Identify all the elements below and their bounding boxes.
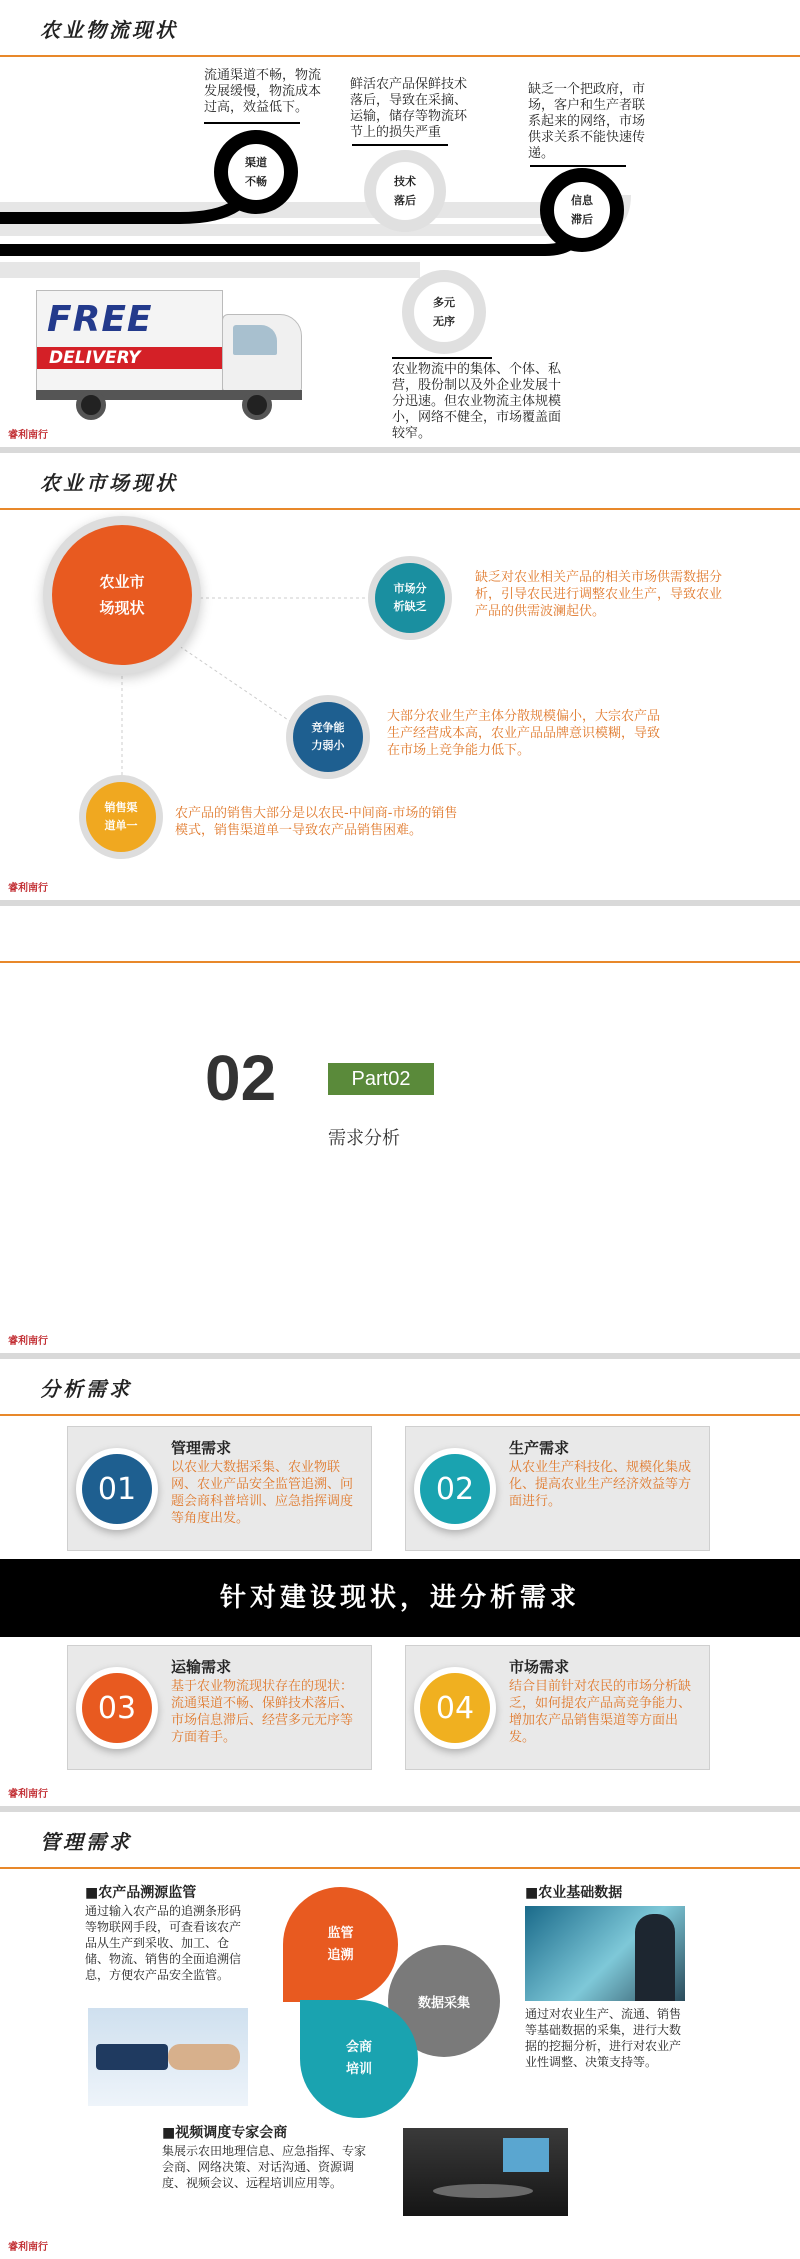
card-title: 生产需求 bbox=[509, 1439, 570, 1457]
section-part-badge: Part02 bbox=[328, 1063, 434, 1095]
brand-logo: 睿利南行 bbox=[8, 883, 48, 894]
truck-wheel-icon bbox=[76, 390, 106, 420]
node-label: 渠道 不畅 bbox=[245, 156, 267, 188]
brand-logo: 睿利南行 bbox=[8, 1789, 48, 1800]
item-label: 市场分 析缺乏 bbox=[393, 582, 427, 613]
need-card bbox=[67, 1426, 372, 1551]
node-info bbox=[540, 168, 624, 252]
data-analysis-photo bbox=[525, 1906, 685, 2001]
truck-delivery-text: DELIVERY bbox=[49, 348, 141, 368]
card-number: 02 bbox=[420, 1454, 490, 1524]
slide-section-divider bbox=[0, 906, 800, 1353]
banner-text: 针对建设现状，进分析需求 bbox=[219, 1583, 580, 1613]
slide-logistics bbox=[0, 0, 800, 447]
meeting-table bbox=[433, 2184, 533, 2198]
node-text: 鲜活农产品保鲜技术落后，导致在采摘、运输，储存等物流环节上的损失严重 bbox=[350, 77, 468, 140]
petal-consultation bbox=[300, 2000, 418, 2118]
petal-label: 会商 培训 bbox=[345, 2040, 372, 2077]
card-number: 03 bbox=[82, 1673, 152, 1743]
truck-window bbox=[233, 325, 277, 355]
card-title: 运输需求 bbox=[171, 1658, 232, 1676]
market-item-circle bbox=[293, 702, 363, 772]
underline bbox=[352, 144, 448, 146]
slide-title: 农业市场现状 bbox=[40, 471, 178, 495]
card-number: 04 bbox=[420, 1673, 490, 1743]
hand-right bbox=[168, 2044, 240, 2070]
truck-free-text: FREE bbox=[47, 299, 153, 340]
card-title: 管理需求 bbox=[171, 1439, 232, 1457]
section-number: 02 bbox=[205, 1042, 277, 1114]
meeting-room-photo bbox=[403, 2128, 568, 2216]
slide-analysis-needs bbox=[0, 1359, 800, 1806]
card-text: 从农业生产科技化、规模化集成化、提高农业生产经济效益等方面进行。 bbox=[509, 1460, 692, 1509]
title-rule bbox=[0, 1867, 800, 1869]
title-rule bbox=[0, 961, 800, 963]
need-card bbox=[67, 1645, 372, 1770]
slide-title: 农业物流现状 bbox=[40, 18, 178, 42]
meeting-screen bbox=[503, 2138, 549, 2172]
underline bbox=[392, 357, 492, 359]
card-title: 市场需求 bbox=[509, 1658, 570, 1676]
slide-management-needs bbox=[0, 1812, 800, 2259]
node-diverse bbox=[402, 270, 486, 354]
node-text: 流通渠道不畅，物流发展缓慢，物流成本过高，效益低下。 bbox=[204, 68, 322, 115]
truck-cab bbox=[222, 314, 302, 392]
brand-logo: 睿利南行 bbox=[8, 430, 48, 441]
card-text: 基于农业物流现状存在的现状：流通渠道不畅、保鲜技术落后、市场信息滞后、经营多元无序等方面着手。 bbox=[171, 1679, 354, 1745]
title-rule bbox=[0, 1414, 800, 1416]
hand-left bbox=[96, 2044, 168, 2070]
main-label: 农业市 场现状 bbox=[99, 573, 145, 617]
block-title: ■视频调度专家会商 bbox=[162, 2125, 288, 2141]
slide-title: 分析需求 bbox=[40, 1377, 132, 1401]
market-main-circle bbox=[52, 525, 192, 665]
section-subtitle: 需求分析 bbox=[328, 1128, 400, 1149]
block-title: ■农产品溯源监管 bbox=[85, 1885, 197, 1901]
node-tech bbox=[364, 150, 446, 232]
block-text: 集展示农田地理信息、应急指挥、专家会商、网络决策、对话沟通、资源调度、视频会议、远程培训应用等。 bbox=[162, 2144, 367, 2190]
card-text: 以农业大数据采集、农业物联网、农业产品安全监管追溯、问题会商科普培训、应急指挥调度等角度出发。 bbox=[171, 1460, 354, 1526]
brand-logo: 睿利南行 bbox=[8, 2242, 48, 2253]
underline bbox=[204, 122, 300, 124]
block-text: 通过对农业生产、流通、销售等基础数据的采集，进行大数据的挖掘分析，进行对农业产业性调整、决策支持等。 bbox=[525, 2007, 682, 2069]
slide-title: 管理需求 bbox=[40, 1830, 132, 1854]
brand-logo: 睿利南行 bbox=[8, 1336, 48, 1347]
item-text: 农产品的销售大部分是以农民-中间商-市场的销售模式，销售渠道单一导致农产品销售困难。 bbox=[175, 806, 458, 838]
delivery-truck-image bbox=[36, 290, 326, 440]
card-text: 结合目前针对农民的市场分析缺乏，如何提农产品高竞争能力、增加农产品销售渠道等方面出发。 bbox=[509, 1679, 692, 1745]
block-text: 通过输入农产品的追溯条形码等物联网手段，可查看该农产品从生产到采收、加工、仓储、物流、销售的全面追溯信息，方便农产品安全监管。 bbox=[85, 1904, 242, 1982]
underline bbox=[530, 165, 626, 167]
node-label: 信息 滞后 bbox=[571, 194, 593, 226]
item-label: 销售渠 道单一 bbox=[104, 801, 138, 832]
need-card bbox=[405, 1645, 710, 1770]
handshake-photo bbox=[88, 2008, 248, 2106]
market-item-circle bbox=[375, 563, 445, 633]
item-label: 竞争能 力弱小 bbox=[311, 721, 345, 752]
item-text: 大部分农业生产主体分散规模偏小，大宗农产品生产经营成本高，农业产品品牌意识模糊，导致在市场上竞争能力低下。 bbox=[387, 709, 661, 758]
petal-label: 监管 追溯 bbox=[327, 1925, 354, 1963]
petal-label: 数据采集 bbox=[417, 1995, 470, 2011]
truck-wheel-icon bbox=[242, 390, 272, 420]
node-channel bbox=[214, 130, 298, 214]
petal-traceability bbox=[283, 1887, 398, 2002]
card-number: 01 bbox=[82, 1454, 152, 1524]
slide-market bbox=[0, 453, 800, 900]
block-title: ■农业基础数据 bbox=[525, 1885, 623, 1901]
node-label: 多元 无序 bbox=[433, 296, 455, 328]
truck-box bbox=[36, 290, 223, 392]
node-text: 缺乏一个把政府，市场，客户和生产者联系起来的网络，市场供求关系不能快速传递。 bbox=[528, 82, 646, 161]
need-card bbox=[405, 1426, 710, 1551]
market-item-circle bbox=[86, 782, 156, 852]
node-text: 农业物流中的集体、个体、私营，股份制以及外企业发展十分迅速。但农业物流主体规模小，网络不健全，市场覆盖面较窄。 bbox=[392, 362, 562, 441]
item-text: 缺乏对农业相关产品的相关市场供需数据分析，引导农民进行调整农业生产，导致农业产品的供需波澜起伏。 bbox=[475, 570, 723, 619]
presenter-figure bbox=[635, 1914, 675, 2001]
node-label: 技术 落后 bbox=[394, 175, 416, 207]
